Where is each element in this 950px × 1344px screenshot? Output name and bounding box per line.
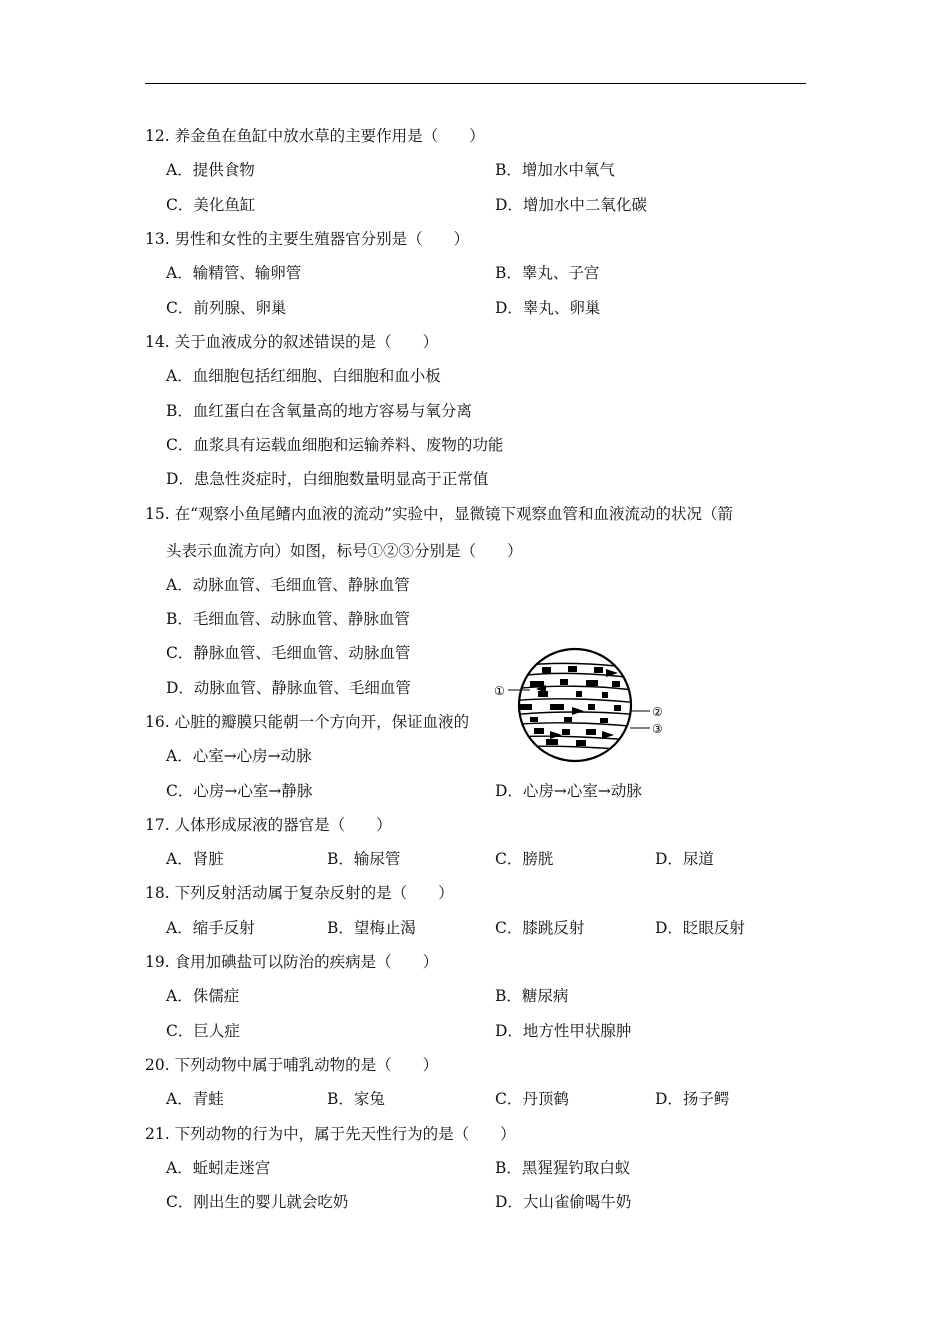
blood-cell bbox=[560, 679, 568, 685]
option-16-d[interactable]: D．心房→心室→动脉 bbox=[495, 782, 642, 800]
question-21 bbox=[145, 1124, 516, 1144]
blood-cell bbox=[586, 729, 596, 735]
blood-cell bbox=[562, 729, 570, 735]
option-13-b[interactable]: B．睾丸、子宫 bbox=[495, 264, 600, 282]
option-15-a[interactable]: A．动脉血管、毛细血管、静脉血管 bbox=[166, 576, 410, 594]
blood-cell bbox=[538, 691, 548, 697]
blood-cell bbox=[612, 681, 620, 687]
option-12-d[interactable]: D．增加水中二氧化碳 bbox=[495, 196, 647, 214]
question-stem: 心脏的瓣膜只能朝一个方向开，保证血液的 bbox=[174, 713, 470, 731]
question-stem: 食用加碘盐可以防治的疾病是（ ） bbox=[174, 953, 439, 971]
question-number: 19. bbox=[145, 953, 170, 971]
blood-cell bbox=[600, 718, 608, 723]
blood-cell bbox=[520, 704, 532, 710]
blood-cell bbox=[568, 666, 577, 672]
question-stem: 关于血液成分的叙述错误的是（ ） bbox=[174, 333, 439, 351]
option-14-a[interactable]: A．血细胞包括红细胞、白细胞和血小板 bbox=[166, 367, 441, 385]
option-13-c[interactable]: C．前列腺、卵巢 bbox=[166, 299, 287, 317]
option-21-c[interactable]: C．刚出生的婴儿就会吃奶 bbox=[166, 1193, 349, 1211]
question-number: 12. bbox=[145, 127, 170, 145]
blood-cell bbox=[586, 680, 598, 686]
blood-cell bbox=[588, 704, 595, 710]
option-21-b[interactable]: B．黑猩猩钓取白蚁 bbox=[495, 1159, 631, 1177]
option-18-d[interactable]: D．眨眼反射 bbox=[655, 919, 745, 937]
question-18 bbox=[145, 883, 454, 903]
blood-cell bbox=[550, 704, 564, 710]
option-17-d[interactable]: D．尿道 bbox=[655, 850, 714, 868]
blood-cell bbox=[576, 740, 586, 746]
question-stem: 下列动物的行为中，属于先天性行为的是（ ） bbox=[174, 1125, 516, 1143]
blood-cell bbox=[594, 667, 603, 673]
question-12 bbox=[145, 126, 485, 146]
figure-label-1: ① bbox=[494, 684, 505, 698]
question-16 bbox=[145, 712, 469, 732]
question-stem: 下列反射活动属于复杂反射的是（ ） bbox=[174, 884, 454, 902]
option-17-c[interactable]: C．膀胱 bbox=[495, 850, 554, 868]
option-14-d[interactable]: D．患急性炎症时，白细胞数量明显高于正常值 bbox=[166, 470, 489, 488]
option-16-a[interactable]: A．心室→心房→动脉 bbox=[166, 747, 312, 765]
option-17-b[interactable]: B．输尿管 bbox=[327, 850, 401, 868]
question-number: 14. bbox=[145, 333, 170, 351]
question-number: 20. bbox=[145, 1056, 170, 1074]
question-number: 18. bbox=[145, 884, 170, 902]
option-18-c[interactable]: C．膝跳反射 bbox=[495, 919, 585, 937]
option-13-d[interactable]: D．睾丸、卵巢 bbox=[495, 299, 601, 317]
option-20-b[interactable]: B．家兔 bbox=[327, 1090, 385, 1108]
question-stem: 男性和女性的主要生殖器官分别是（ ） bbox=[174, 230, 470, 248]
header-rule bbox=[145, 83, 806, 84]
option-20-d[interactable]: D．扬子鳄 bbox=[655, 1090, 730, 1108]
blood-cell bbox=[602, 692, 608, 698]
figure-label-3: ③ bbox=[652, 722, 663, 736]
question-number: 15. bbox=[145, 505, 170, 523]
option-15-b[interactable]: B．毛细血管、动脉血管、静脉血管 bbox=[166, 610, 410, 628]
option-21-a[interactable]: A．蚯蚓走迷宫 bbox=[166, 1159, 271, 1177]
blood-cell bbox=[576, 691, 582, 697]
option-14-b[interactable]: B．血红蛋白在含氧量高的地方容易与氧分离 bbox=[166, 402, 472, 420]
question-15-stem-continued: 头表示血流方向）如图，标号①②③分别是（ ） bbox=[166, 542, 523, 560]
option-12-c[interactable]: C．美化鱼缸 bbox=[166, 196, 256, 214]
figure-label-2: ② bbox=[652, 705, 663, 719]
question-stem: 人体形成尿液的器官是（ ） bbox=[174, 816, 392, 834]
option-21-d[interactable]: D．大山雀偷喝牛奶 bbox=[495, 1193, 632, 1211]
question-13 bbox=[145, 229, 469, 249]
option-19-d[interactable]: D．地方性甲状腺肿 bbox=[495, 1022, 632, 1040]
option-18-a[interactable]: A．缩手反射 bbox=[166, 919, 255, 937]
blood-cell bbox=[614, 705, 621, 711]
option-19-b[interactable]: B．糖尿病 bbox=[495, 987, 569, 1005]
question-20 bbox=[145, 1055, 438, 1075]
question-stem: 养金鱼在鱼缸中放水草的主要作用是（ ） bbox=[174, 127, 485, 145]
blood-cell bbox=[530, 681, 544, 687]
question-number: 17. bbox=[145, 816, 170, 834]
option-20-c[interactable]: C．丹顶鹤 bbox=[495, 1090, 569, 1108]
question-stem: 下列动物中属于哺乳动物的是（ ） bbox=[174, 1056, 439, 1074]
blood-cell bbox=[542, 667, 551, 673]
option-15-c[interactable]: C．静脉血管、毛细血管、动脉血管 bbox=[166, 644, 411, 662]
question-number: 16. bbox=[145, 713, 170, 731]
option-19-c[interactable]: C．巨人症 bbox=[166, 1022, 240, 1040]
option-17-a[interactable]: A．肾脏 bbox=[166, 850, 224, 868]
option-12-b[interactable]: B．增加水中氧气 bbox=[495, 161, 615, 179]
option-14-c[interactable]: C．血浆具有运载血细胞和运输养料、废物的功能 bbox=[166, 436, 504, 454]
question-stem: 在“观察小鱼尾鳍内血液的流动”实验中，显微镜下观察血管和血液流动的状况（箭 bbox=[174, 505, 733, 523]
option-19-a[interactable]: A．侏儒症 bbox=[166, 987, 240, 1005]
question-17 bbox=[145, 815, 392, 835]
option-18-b[interactable]: B．望梅止渴 bbox=[327, 919, 416, 937]
blood-cell bbox=[564, 717, 572, 722]
question-19 bbox=[145, 952, 438, 972]
option-13-a[interactable]: A．输精管、输卵管 bbox=[166, 264, 302, 282]
question-15 bbox=[145, 504, 733, 524]
blood-cell bbox=[546, 739, 558, 745]
question-number: 13. bbox=[145, 230, 170, 248]
option-16-c[interactable]: C．心房→心室→静脉 bbox=[166, 782, 313, 800]
option-20-a[interactable]: A．青蛙 bbox=[166, 1090, 224, 1108]
blood-cell bbox=[530, 717, 538, 722]
option-15-d[interactable]: D．动脉血管、静脉血管、毛细血管 bbox=[166, 679, 411, 697]
blood-vessel-figure bbox=[490, 645, 680, 765]
question-14 bbox=[145, 332, 438, 352]
question-number: 21. bbox=[145, 1125, 170, 1143]
option-12-a[interactable]: A．提供食物 bbox=[166, 161, 255, 179]
blood-cell bbox=[534, 728, 544, 734]
